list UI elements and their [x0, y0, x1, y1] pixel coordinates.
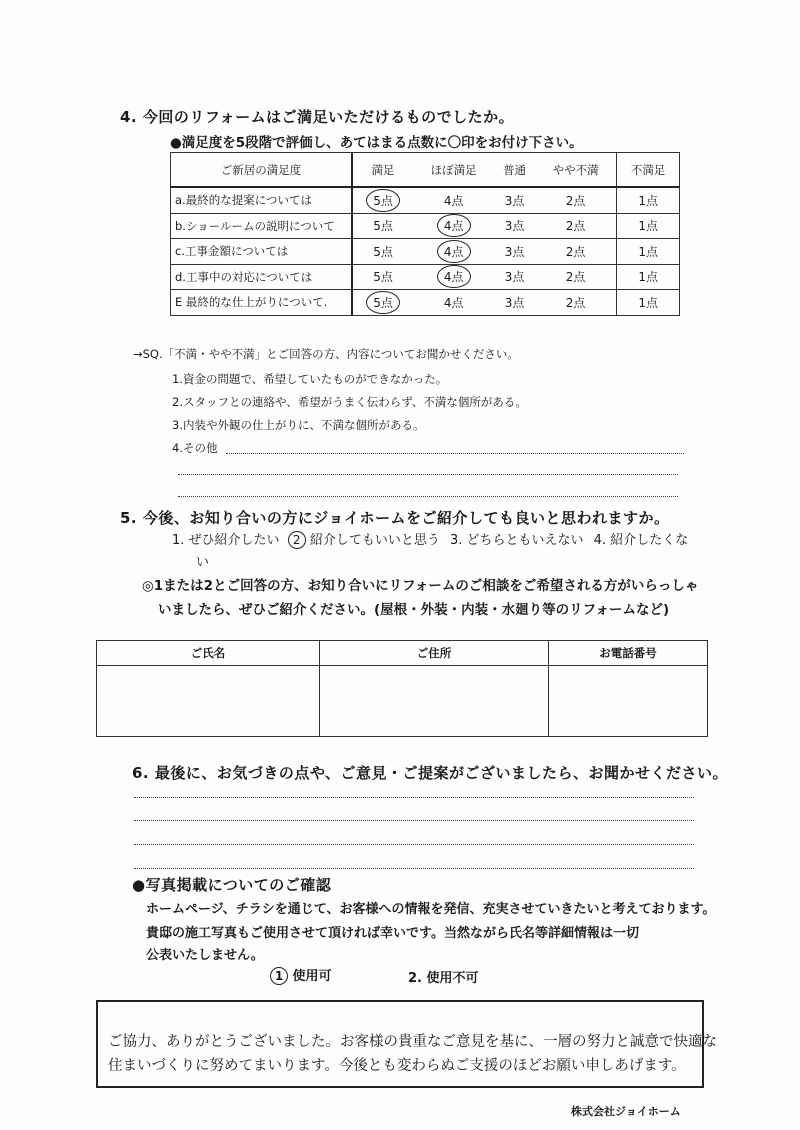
sq-title: →SQ.「不満・やや不満」とご回答の方、内容についてお聞かせください。 [133, 347, 519, 361]
satisfaction-row [171, 213, 680, 239]
satisfaction-row [171, 290, 680, 316]
q5-option-2-label: 紹介してもいいと思う [309, 533, 440, 548]
q5-note-line1: ◎1または2とご回答の方、お知り合いにリフォームのご相談をご希望される方がいらっしゃ [142, 578, 699, 594]
photo-line1: ホームページ、チラシを通じて、お客様への情報を発信、充実させていきたいと考えております。 [146, 902, 716, 917]
score-option-circled[interactable]: 5点 [366, 291, 400, 314]
row-label: a.最終的な提案については [171, 187, 353, 213]
header-phone: お電話番号 [549, 641, 708, 666]
answer-line[interactable] [134, 868, 694, 869]
q4-title: 4. 今回のリフォームはご満足いただけるものでしたか。 [120, 108, 515, 126]
row-label: c.工事金額については [171, 239, 353, 265]
company-name: 株式会社ジョイホーム [571, 1105, 681, 1118]
q5-option-4[interactable]: 4. 紹介したくな [593, 533, 689, 548]
header-cell: 普通 [494, 153, 535, 188]
answer-line[interactable] [178, 496, 678, 497]
score-option[interactable]: 1点 [638, 244, 658, 259]
header-cell: ご新居の満足度 [171, 153, 353, 188]
score-option-circled[interactable]: 4点 [437, 214, 471, 237]
q4-instruction: ●満足度を5段階で評価し、あてはまる点数に〇印をお付け下さい。 [170, 135, 583, 151]
row-label: d.工事中の対応については [171, 264, 353, 290]
score-option[interactable]: 1点 [638, 295, 658, 310]
satisfaction-header-row [171, 153, 680, 188]
photo-option-1-label: 使用可 [292, 969, 332, 984]
photo-option-1-circled[interactable]: 1 [270, 967, 288, 985]
score-option-circled[interactable]: 4点 [437, 265, 471, 288]
header-cell: やや不満 [535, 153, 617, 188]
score-option[interactable]: 2点 [565, 193, 586, 208]
q5-option-1[interactable]: 1. ぜひ紹介したい [172, 533, 280, 548]
q5-title: 5. 今後、お知り合いの方にジョイホームをご紹介しても良いと思われますか。 [120, 509, 670, 527]
thanks-line1: ご協力、ありがとうございました。お客様の貴重なご意見を基に、一層の努力と誠意で快適な [108, 1034, 717, 1050]
score-option-circled[interactable]: 4点 [437, 240, 471, 263]
score-option[interactable]: 2点 [565, 270, 586, 285]
score-option[interactable]: 5点 [373, 244, 393, 259]
score-option[interactable]: 5点 [373, 270, 393, 285]
name-field[interactable] [97, 666, 320, 737]
sq-item: 2.スタッフとの連絡や、希望がうまく伝わらず、不満な個所がある。 [172, 395, 527, 409]
score-option[interactable]: 4点 [443, 193, 464, 208]
sq-item: 1.資金の問題で、希望していたものができなかった。 [172, 372, 448, 386]
score-option[interactable]: 3点 [504, 244, 525, 259]
score-option[interactable]: 4点 [443, 295, 464, 310]
answer-line[interactable] [178, 474, 678, 475]
thanks-box [96, 1000, 717, 1088]
row-label: E 最終的な仕上がりについて. [171, 290, 353, 316]
address-field[interactable] [320, 666, 549, 737]
answer-line[interactable] [134, 844, 694, 845]
score-option[interactable]: 5点 [373, 219, 393, 234]
photo-line2: 貴邸の施工写真もご使用させて頂ければ幸いです。当然ながら氏名等詳細情報は一切 [146, 926, 639, 941]
satisfaction-row [171, 264, 680, 290]
satisfaction-row [171, 239, 680, 265]
thanks-line2: 住まいづくりに努めてまいります。今後とも変わらぬご支援のほどお願い申しあげます。 [108, 1058, 686, 1074]
score-option[interactable]: 2点 [565, 244, 586, 259]
satisfaction-row [171, 187, 680, 213]
photo-option-1[interactable] [270, 965, 332, 985]
answer-line[interactable] [226, 453, 684, 454]
score-option[interactable]: 1点 [638, 219, 658, 234]
score-option[interactable]: 3点 [504, 193, 525, 208]
photo-title: ●写真掲載についてのご確認 [132, 876, 332, 894]
header-cell: ほぼ満足 [413, 153, 494, 188]
sq-item: 3.内装や外観の仕上がりに、不満な個所がある。 [172, 418, 425, 432]
q5-option-4-wrap: い [196, 555, 210, 570]
score-option[interactable]: 2点 [565, 219, 586, 234]
phone-field[interactable] [549, 666, 708, 737]
row-label: b.ショールームの説明について [171, 213, 353, 239]
score-option-circled[interactable]: 5点 [366, 189, 400, 212]
score-option[interactable]: 1点 [638, 270, 658, 285]
score-option[interactable]: 3点 [504, 270, 525, 285]
q5-option-3[interactable]: 3. どちらともいえない [449, 533, 584, 548]
sq-item: 4.その他 [172, 441, 218, 455]
score-option[interactable]: 3点 [504, 219, 525, 234]
score-option[interactable]: 2点 [565, 295, 586, 310]
photo-option-2[interactable]: 2. 使用不可 [408, 971, 479, 986]
header-cell: 不満足 [617, 153, 680, 188]
answer-line[interactable] [134, 820, 694, 821]
header-address: ご住所 [320, 641, 549, 666]
referral-contact-table [96, 640, 708, 737]
q6-title: 6. 最後に、お気づきの点や、ご意見・ご提案がございましたら、お聞かせください。 [132, 764, 729, 782]
satisfaction-table [170, 152, 680, 316]
score-option[interactable]: 3点 [504, 295, 525, 310]
q5-options-row [172, 529, 688, 549]
answer-line[interactable] [134, 797, 694, 798]
photo-line3: 公表いたしません。 [146, 948, 264, 963]
q5-note-line2: いましたら、ぜひご紹介ください。(屋根・外装・内装・水廻り等のリフォームなど) [158, 602, 670, 618]
q5-option-2-circled[interactable]: 2 [288, 531, 306, 549]
score-option[interactable]: 1点 [638, 193, 658, 208]
header-name: ご氏名 [97, 641, 320, 666]
header-cell: 満足 [352, 153, 413, 188]
